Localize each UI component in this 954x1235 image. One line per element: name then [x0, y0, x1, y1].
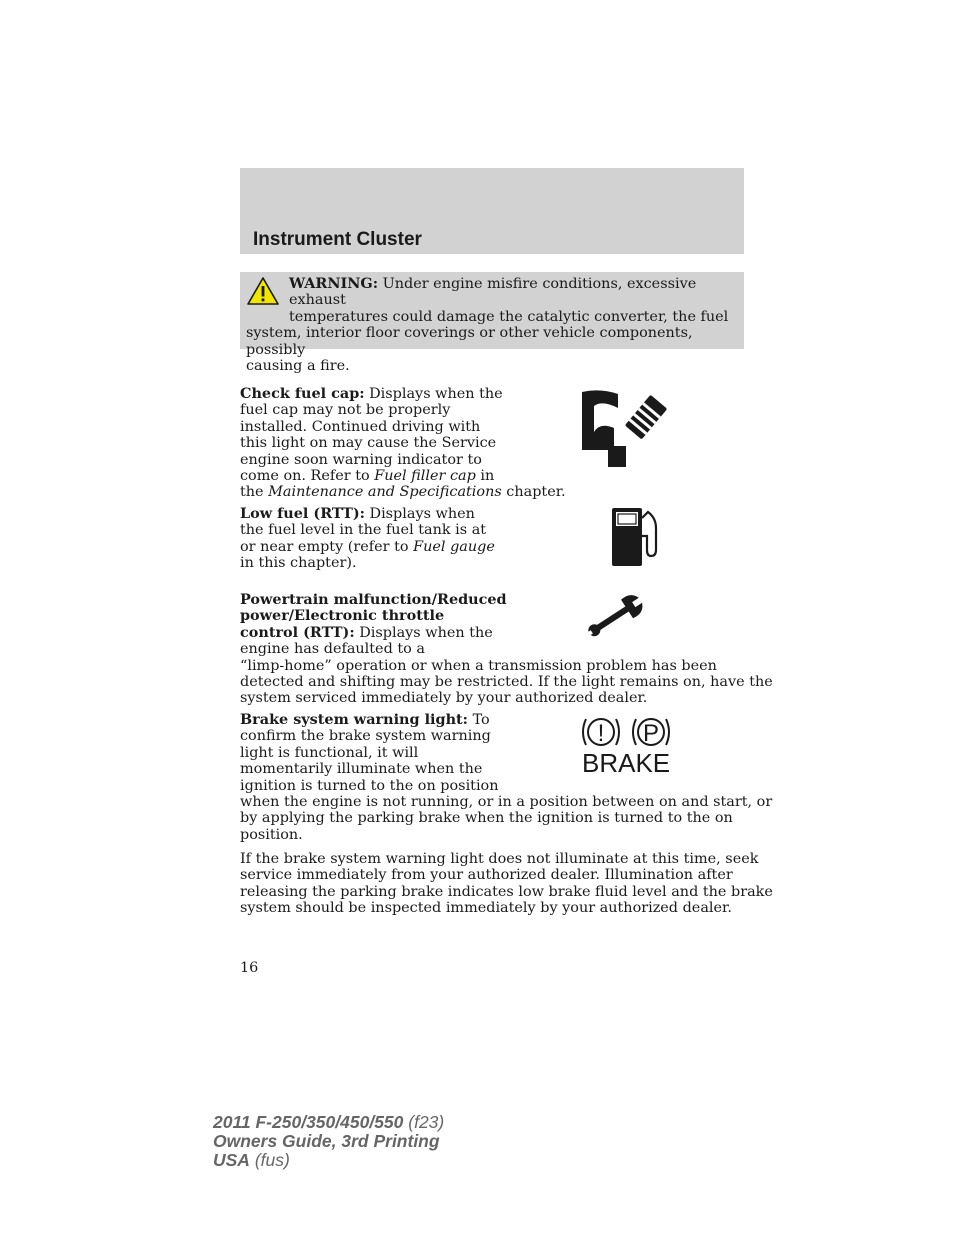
brake-paragraph: Brake system warning light: To confirm the brake system warning light is functional, it will momentarily illuminate when the ignition is turned to the on position when the engine is not running, or in a position between on and start, or by applying the parking brake when the ignition is turned to the on position. [240, 711, 773, 843]
brake-icon-circles [580, 714, 674, 750]
brake-icon-word: BRAKE [582, 748, 671, 778]
low-fuel-paragraph: Low fuel (RTT): Displays when the fuel level in the fuel tank is at or near empty (refer to Fuel gauge in this chapter). [240, 505, 495, 572]
brake-icon [580, 714, 674, 778]
fuel-cap-icon [580, 388, 674, 468]
fuel-pump-icon [610, 508, 662, 568]
brake-icon-exclamation: ! [597, 720, 605, 747]
document-footer: 2011 F-250/350/450/550 (f23) Owners Guide, 3rd Printing USA (fus) [213, 1112, 445, 1170]
section-title: Instrument Cluster [253, 229, 422, 250]
check-fuel-cap-paragraph: Check fuel cap: Displays when the fuel cap may not be properly installed. Continued driving with this light on may cause the Service engine soon warning indicator to come on. Refer to Fuel filler cap in the Maintenance and Specifications chapter. [240, 385, 566, 501]
brake-icon-p: P [642, 720, 660, 747]
brake-followup-paragraph: If the brake system warning light does not illuminate at this time, seek service immediately from your authorized dealer. Illumination after releasing the parking brake indicates low brake fluid level and the brake system should be inspected immediately by your authorized dealer. [240, 851, 773, 917]
page-number: 16 [240, 960, 259, 976]
powertrain-paragraph: Powertrain malfunction/Reduced power/Electronic throttle control (RTT): Displays when the engine has defaulted to a “limp-home” operation or when a transmission problem has been detected and shifting may be restricted. If the light remains on, have the system serviced immediately by your authorized dealer. [240, 591, 773, 707]
warning-text: WARNING: Under engine misfire conditions, excessive exhaust temperatures could damage the catalytic converter, the fuel system, interior floor coverings or other vehicle components, possibly causing a fire. [246, 275, 729, 375]
wrench-icon [582, 594, 648, 642]
warning-label: WARNING: [289, 275, 379, 292]
